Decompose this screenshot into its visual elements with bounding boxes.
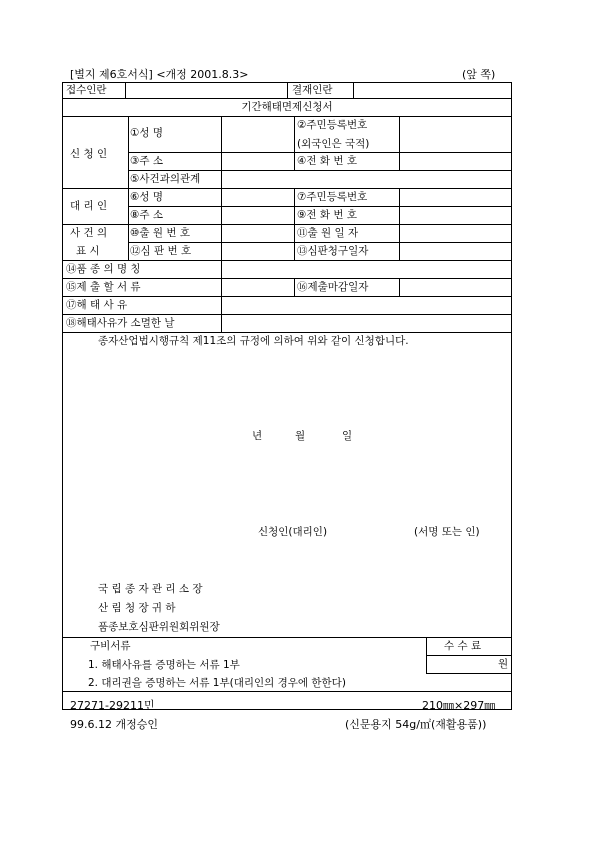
required-doc-2: 2. 대리권을 증명하는 서류 1부(대리인의 경우에 한한다) — [88, 677, 346, 689]
date-year: 년 — [252, 430, 263, 442]
application-form — [62, 82, 512, 710]
application-date-label: ⑪출 원 일 자 — [297, 227, 359, 239]
form-code: 27271-29211민 — [70, 699, 155, 712]
application-statement: 종자산업법시행규칙 제11조의 규정에 의하여 위와 같이 신청합니다. — [98, 335, 409, 347]
fee-label: 수 수 료 — [444, 640, 482, 652]
reason-label: ⑰해 태 사 유 — [66, 299, 128, 311]
trial-date-label: ⑬심판청구일자 — [297, 245, 369, 257]
applicant-name-label: ①성 명 — [130, 127, 164, 139]
required-docs-title: 구비서류 — [90, 640, 131, 652]
addressee-trial-committee: 품종보호심판위원회위원장 — [98, 621, 220, 633]
applicant-group-label: 신 청 인 — [70, 148, 108, 160]
form-title: 기간해태면제신청서 — [241, 101, 333, 113]
applicant-address-label: ③주 소 — [130, 155, 164, 167]
submit-docs-label: ⑮제 출 할 서 류 — [66, 281, 141, 293]
case-group-label-2: 표 시 — [76, 245, 100, 257]
paper-spec: (신문용지 54g/㎡(재활용품)) — [345, 718, 487, 731]
agent-phone-label: ⑨전 화 번 호 — [297, 209, 357, 221]
receipt-label: 접수인란 — [66, 84, 107, 96]
reason-end-date-label: ⑱해태사유가 소멸한 날 — [66, 317, 175, 329]
approval-date: 99.6.12 개정승인 — [70, 718, 158, 731]
agent-group-label: 대 리 인 — [70, 200, 108, 212]
paper-size: 210㎜×297㎜ — [422, 699, 496, 712]
approval-label: 결재인란 — [292, 84, 333, 96]
agent-address-label: ⑧주 소 — [130, 209, 164, 221]
date-month: 월 — [295, 430, 306, 442]
page-side: (앞 쪽) — [462, 68, 496, 81]
signature-note: (서명 또는 인) — [414, 526, 480, 538]
applicant-phone-label: ④전 화 번 호 — [297, 155, 357, 167]
form-number: [별지 제6호서식] <개정 2001.8.3> — [70, 68, 249, 81]
application-number-label: ⑩출 원 번 호 — [130, 227, 190, 239]
signer-label: 신청인(대리인) — [258, 526, 328, 538]
trial-number-label: ⑫심 판 번 호 — [130, 245, 192, 257]
deadline-label: ⑯제출마감일자 — [297, 281, 369, 293]
agent-name-label: ⑥성 명 — [130, 191, 164, 203]
applicant-rrn-label: ②주민등록번호 — [297, 119, 368, 131]
variety-name-label: ⑭품 종 의 명 칭 — [66, 263, 141, 275]
agent-rrn-label: ⑦주민등록번호 — [297, 191, 368, 203]
applicant-relation-label: ⑤사건과의관계 — [130, 173, 201, 185]
case-group-label-1: 사 건 의 — [70, 227, 108, 239]
date-day: 일 — [342, 430, 353, 442]
applicant-foreigner-label: (외국인은 국적) — [297, 138, 370, 150]
required-doc-1: 1. 해태사유를 증명하는 서류 1부 — [88, 659, 240, 671]
addressee-seed-center: 국 립 종 자 관 리 소 장 — [98, 583, 203, 595]
fee-unit: 원 — [498, 658, 509, 670]
addressee-forest-service: 산 림 청 장 귀 하 — [98, 602, 176, 614]
